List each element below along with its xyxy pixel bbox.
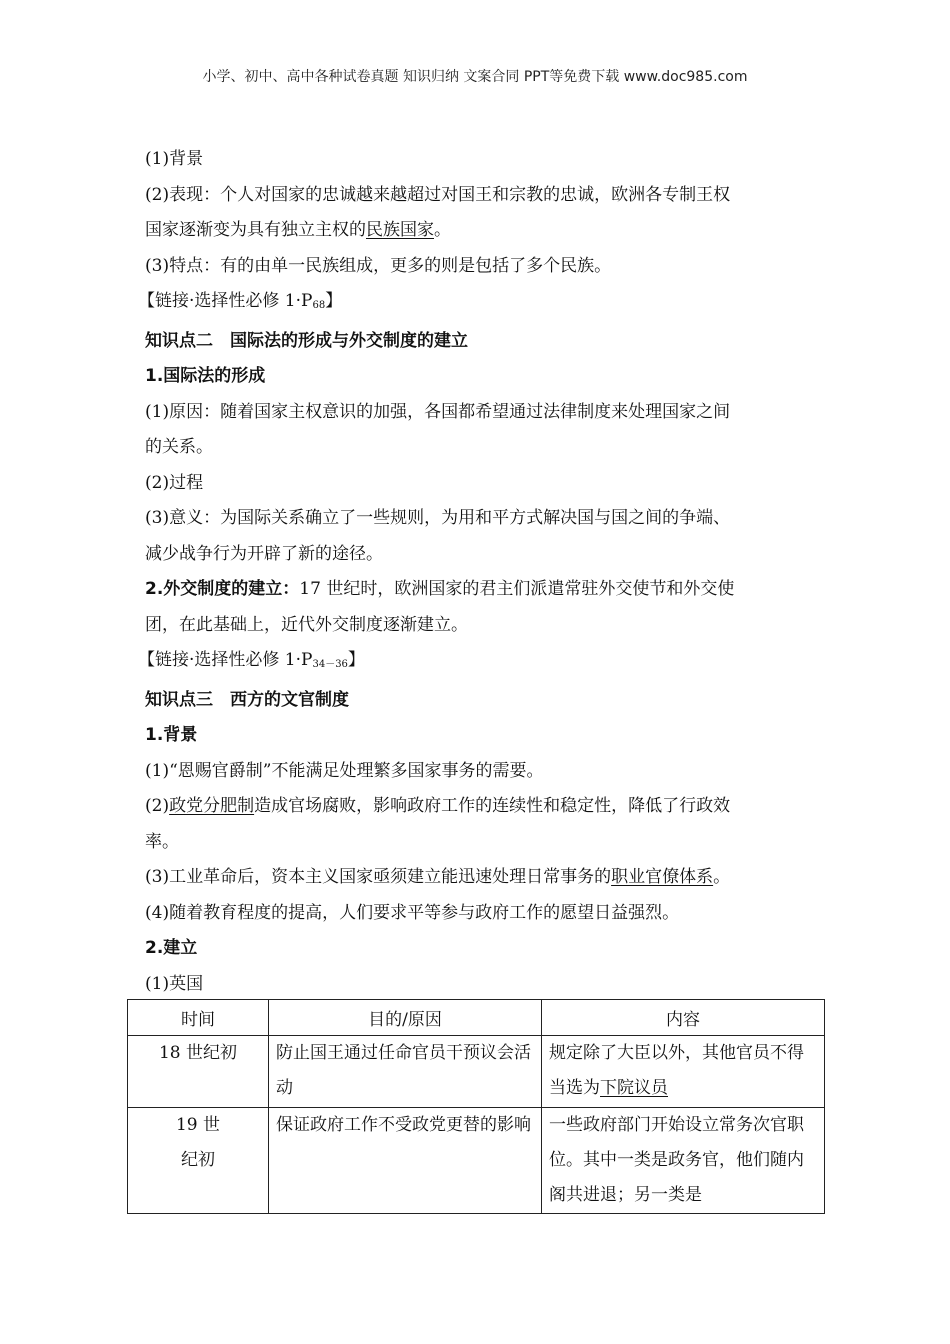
cell-time: 18 世纪初 — [128, 1036, 269, 1108]
line-bg-4: (4)随着教育程度的提高，人们要求平等参与政府工作的愿望日益强烈。 — [145, 902, 680, 923]
line-manifestation: (2)表现：个人对国家的忠诚越来越超过对国王和宗教的忠诚，欧洲各专制王权 — [145, 184, 731, 205]
line-manifestation-cont: 国家逐渐变为具有独立主权的民族国家。 — [145, 220, 451, 240]
underlined-term: 下院议员 — [600, 1078, 668, 1098]
header-content: 内容 — [542, 1000, 825, 1036]
table-row — [128, 1108, 825, 1214]
line-process: (2)过程 — [145, 472, 204, 493]
subheading-establishment: 2.建立 — [145, 938, 198, 958]
line-diplomacy-cont: 团，在此基础上，近代外交制度逐渐建立。 — [145, 614, 468, 635]
subheading-background: 1.背景 — [145, 725, 198, 745]
line-significance: (3)意义：为国际关系确立了一些规则，为用和平方式解决国与国之间的争端、 — [145, 508, 731, 528]
link-reference-2: 【链接·选择性必修 $1\cdot P_{34-36}$】 — [138, 650, 365, 670]
main-content — [138, 142, 825, 1002]
header-time: 时间 — [128, 1000, 269, 1036]
cell-reason: 保证政府工作不受政党更替的影响 — [269, 1108, 542, 1214]
line-bg-2: (2)政党分肥制造成官场腐败，影响政府工作的连续性和稳定性，降低了行政效 — [145, 796, 731, 816]
table-row — [128, 1036, 825, 1108]
table-header-row — [128, 1000, 825, 1036]
line-bg-1: (1)“恩赐官爵制”不能满足处理繁多国家事务的需要。 — [145, 760, 544, 781]
line-bg-2-cont: 率。 — [145, 831, 179, 852]
header-reason: 目的/原因 — [269, 1000, 542, 1036]
line-background: (1)背景 — [145, 149, 204, 169]
line-significance-cont: 减少战争行为开辟了新的途径。 — [145, 543, 383, 564]
underlined-term: 政党分肥制 — [169, 796, 255, 816]
subheading-intl-law: 1.国际法的形成 — [145, 366, 266, 386]
underlined-term: 职业官僚体系 — [611, 867, 714, 887]
britain-civil-service-table — [127, 999, 825, 1214]
line-diplomacy: 2.外交制度的建立：17 世纪时，欧洲国家的君主们派遣常驻外交使节和外交使 — [145, 579, 735, 599]
line-feature: (3)特点：有的由单一民族组成，更多的则是包括了多个民族。 — [145, 255, 612, 276]
subheading-diplomacy: 2.外交制度的建立： — [145, 579, 300, 599]
cell-time: 19 世 纪初 — [128, 1108, 269, 1214]
cell-reason: 防止国王通过任命官员干预议会活动 — [269, 1036, 542, 1108]
page-header: 小学、初中、高中各种试卷真题 知识归纳 文案合同 PPT等免费下载 www.doc985.com — [202, 69, 748, 85]
line-cause-cont: 的关系。 — [145, 437, 213, 457]
link-reference-1: 【链接·选择性必修 $1\cdot P_{68}$】 — [138, 291, 343, 311]
section-heading-2: 知识点二 国际法的形成与外交制度的建立 — [145, 330, 468, 351]
section-heading-3: 知识点三 西方的文官制度 — [145, 689, 349, 710]
underlined-term: 民族国家 — [366, 220, 434, 240]
line-cause: (1)原因：随着国家主权意识的加强，各国都希望通过法律制度来处理国家之间 — [145, 401, 731, 422]
line-britain: (1)英国 — [145, 973, 204, 994]
cell-content: 规定除了大臣以外，其他官员不得当选为下院议员 — [542, 1036, 825, 1108]
cell-content: 一些政府部门开始设立常务次官职位。其中一类是政务官，他们随内阁共进退；另一类是 — [542, 1108, 825, 1214]
line-bg-3: (3)工业革命后，资本主义国家亟须建立能迅速处理日常事务的职业官僚体系。 — [145, 867, 731, 887]
